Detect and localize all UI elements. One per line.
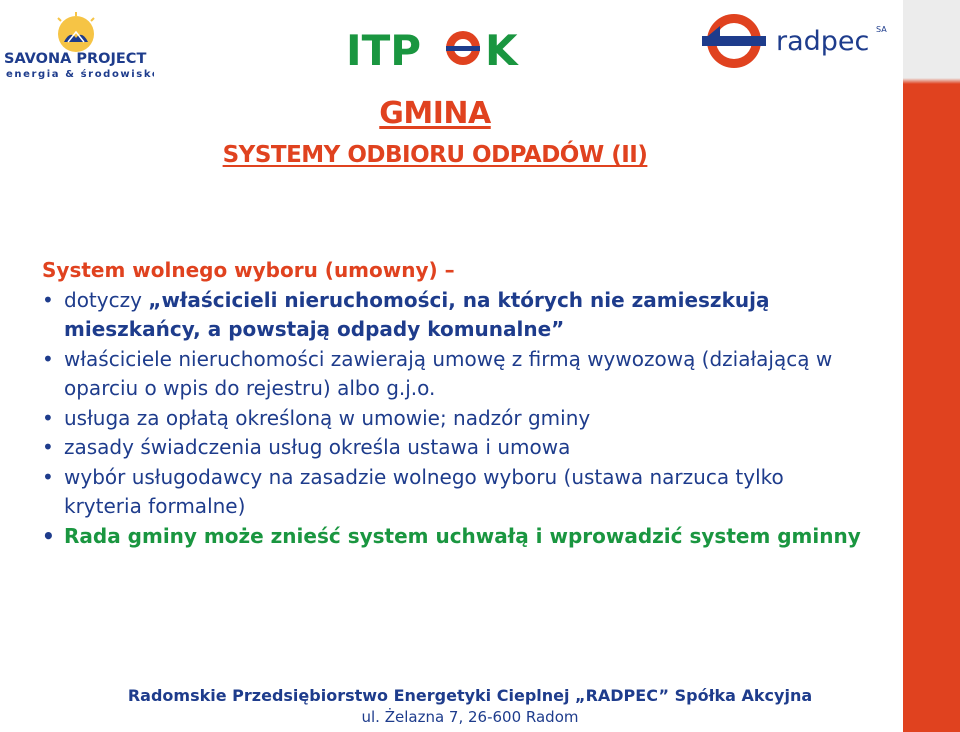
list-item: • zasady świadczenia usług określa ustawa i umowa xyxy=(42,433,862,463)
side-decorative-bar xyxy=(903,0,960,732)
svg-text:energia & środowisko: energia & środowisko xyxy=(6,69,154,80)
list-item: • właściciele nieruchomości zawierają umowę z firmą wywozową (działającą w oparciu o wpis do rejestru) albo g.j.o. xyxy=(42,345,862,404)
slide-content xyxy=(42,256,862,551)
itpok-logo xyxy=(346,24,536,72)
slide-subtitle: SYSTEMY ODBIORU ODPADÓW (II) xyxy=(222,142,648,168)
footer-company-name: Radomskie Przedsiębiorstwo Energetyki Cieplnej „RADPEC” Spółka Akcyjna xyxy=(127,686,813,705)
savona-project-logo xyxy=(4,12,154,80)
radpec-logo xyxy=(700,12,900,70)
footer-address: ul. Żelazna 7, 26-600 Radom xyxy=(361,708,579,726)
svg-text:SA: SA xyxy=(876,25,887,34)
list-item: • wybór usługodawcy na zasadzie wolnego wyboru (ustawa narzuca tylko kryteria formalne) xyxy=(42,463,862,522)
bullet-list xyxy=(42,286,862,552)
svg-text:SAVONA PROJECT: SAVONA PROJECT xyxy=(4,51,147,67)
svg-text:radpec: radpec xyxy=(776,26,870,57)
list-item: • usługa za opłatą określoną w umowie; nadzór gminy xyxy=(42,404,862,434)
svg-text:K: K xyxy=(485,26,518,72)
lead-heading: System wolnego wyboru (umowny) – xyxy=(42,258,455,282)
list-item-highlight: • Rada gminy może znieść system uchwałą i wprowadzić system gminny xyxy=(42,522,862,552)
svg-text:ITP: ITP xyxy=(346,26,422,72)
slide-title: GMINA xyxy=(379,96,491,131)
list-item: • dotyczy „właścicieli nieruchomości, na których nie zamieszkują mieszkańcy, a powstają odpady komunalne” xyxy=(42,286,862,345)
